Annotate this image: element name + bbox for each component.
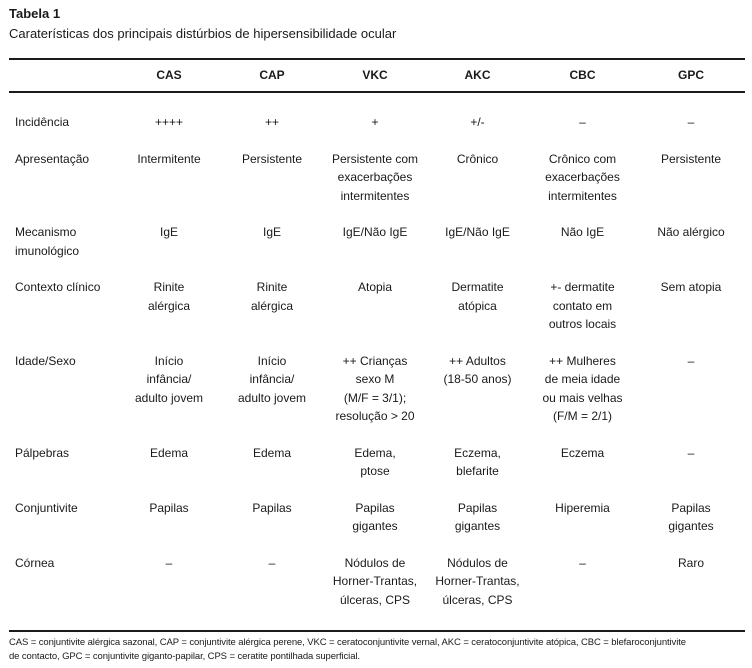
table-cell: [427, 536, 528, 616]
cell-line: Incidência: [15, 115, 70, 129]
table-cell: [427, 426, 528, 481]
cell-line: intermitentes: [340, 188, 410, 203]
col-header: GPC: [677, 67, 704, 82]
cell-line: Nódulos de: [344, 555, 406, 570]
row-header: [9, 205, 117, 260]
cell-line: exacerbações: [337, 170, 413, 184]
cell-line: Início: [257, 353, 287, 368]
cell-line: de meia idade: [544, 372, 621, 386]
header-empty: [9, 59, 117, 91]
cell-line: IgE/Não IgE: [445, 225, 510, 239]
cell-line: –: [165, 555, 173, 570]
table-cell: [221, 426, 323, 481]
table-cell: [117, 205, 221, 260]
footnote-line: de contacto, GPC = conjuntivite giganto-papilar, CPS = ceratite pontilhada superficial.: [9, 651, 360, 662]
col-header: AKC: [464, 67, 491, 82]
cell-line: IgE: [262, 225, 281, 239]
table-cell: [427, 132, 528, 206]
row-header: [9, 132, 117, 206]
cell-line: Crônico com: [548, 151, 617, 166]
cell-line: –: [579, 555, 586, 570]
cell-line: IgE/Não IgE: [342, 225, 408, 239]
row-header: [9, 426, 117, 481]
table-cell: [221, 260, 323, 334]
cell-line: +/-: [470, 115, 485, 129]
footnote-line: CAS = conjuntivite alérgica sazonal, CAP = conjuntivite alérgica perene, VKC = ceratoconjuntivite vernal, AKC = ceratoconjuntivite atópica, CBC = blefaroconjuntivite: [9, 637, 686, 648]
table-footnote: [9, 636, 749, 664]
cell-line: resolução > 20: [335, 409, 415, 423]
table-cell: [117, 91, 221, 132]
cell-line: –: [687, 115, 695, 129]
cell-line: Persistente com: [331, 151, 419, 166]
cell-line: ++ Crianças: [342, 353, 408, 368]
table-cell: [323, 91, 427, 132]
cell-line: intermitentes: [548, 188, 617, 203]
table-cell: [323, 205, 427, 260]
cell-line: Crônico: [456, 151, 499, 166]
table-cell: [637, 426, 745, 481]
cell-line: Edema: [252, 445, 292, 460]
cell-line: Horner-Trantas,: [435, 574, 520, 588]
col-header: CAP: [259, 67, 285, 82]
table-cell: [323, 132, 427, 206]
table-row: [9, 334, 745, 426]
cell-line: Conjuntivite: [15, 500, 78, 515]
cell-line: +- dermatite: [550, 280, 615, 294]
cell-line: Dermatite: [451, 280, 504, 294]
table-cell: [117, 334, 221, 426]
cell-line: sexo M: [355, 372, 395, 386]
hypersensitivity-table: [9, 59, 745, 616]
cell-line: –: [687, 445, 695, 460]
cell-line: Início: [154, 353, 184, 368]
cell-line: outros locais: [548, 317, 617, 331]
cell-line: Persistente: [660, 151, 722, 166]
cell-line: (18-50 anos): [443, 372, 512, 386]
cell-line: alérgica: [147, 298, 191, 313]
table-row: [9, 132, 745, 206]
cell-line: gigantes: [668, 519, 714, 533]
cell-line: Pálpebras: [15, 445, 70, 460]
cell-line: Edema,: [354, 445, 396, 460]
table-cell: [221, 481, 323, 536]
header-row: [9, 59, 745, 91]
row-header: [9, 536, 117, 616]
cell-line: imunológico: [15, 243, 80, 258]
cell-line: Idade/Sexo: [15, 353, 76, 368]
cell-line: Rinite: [153, 280, 185, 294]
table-cell: [637, 205, 745, 260]
table-row: [9, 481, 745, 536]
cell-line: Persistente: [241, 151, 303, 166]
cell-line: Intermitente: [137, 151, 201, 166]
row-header: [9, 260, 117, 334]
cell-line: IgE: [159, 225, 178, 239]
table-cell: [323, 426, 427, 481]
table-cell: [427, 481, 528, 536]
table-cell: [117, 536, 221, 616]
table-row: [9, 260, 745, 334]
cell-line: contato em: [552, 298, 613, 313]
table-row: [9, 536, 745, 616]
table-cell: [637, 260, 745, 334]
table-cell: [528, 536, 637, 616]
cell-line: Sem atopia: [660, 280, 722, 294]
table-cell: [117, 132, 221, 206]
cell-line: ++ Adultos: [449, 353, 506, 368]
row-header: [9, 91, 117, 132]
cell-line: gigantes: [454, 519, 501, 533]
table-cell: [528, 91, 637, 132]
table-cell: [427, 334, 528, 426]
cell-line: Papilas: [252, 500, 292, 515]
cell-line: +: [371, 115, 379, 129]
table-cell: [637, 132, 745, 206]
cell-line: Eczema,: [454, 445, 501, 460]
table-cell: [528, 260, 637, 334]
table-cell: [221, 536, 323, 616]
table-cell: [323, 334, 427, 426]
cell-line: alérgica: [250, 298, 294, 313]
cell-line: Rinite: [256, 280, 288, 294]
table-cell: [117, 481, 221, 536]
cell-line: ou mais velhas: [542, 390, 623, 405]
table-cell: [221, 334, 323, 426]
col-header: VKC: [362, 67, 388, 82]
table-subtitle: Caraterísticas dos principais distúrbios de hipersensibilidade ocular: [9, 26, 397, 41]
cell-line: Nódulos de: [447, 555, 508, 570]
cell-line: blefarite: [456, 464, 499, 478]
table-cell: [221, 91, 323, 132]
cell-line: gigantes: [352, 519, 398, 533]
table-cell: [323, 536, 427, 616]
cell-line: Papilas: [671, 500, 711, 515]
cell-line: úlceras, CPS: [339, 592, 411, 607]
cell-line: –: [268, 555, 276, 570]
table-row: [9, 426, 745, 481]
table-cell: [528, 481, 637, 536]
cell-line: Córnea: [15, 555, 55, 570]
table-cell: [427, 91, 528, 132]
cell-line: Raro: [677, 555, 704, 570]
cell-line: Hiperemia: [555, 500, 610, 515]
table-title: Tabela 1: [9, 6, 61, 21]
table-cell: [528, 426, 637, 481]
table-cell: [427, 260, 528, 334]
table-cell: [637, 91, 745, 132]
table-row: [9, 205, 745, 260]
row-header: [9, 481, 117, 536]
cell-line: adulto jovem: [237, 390, 307, 405]
cell-line: infância/: [146, 372, 192, 386]
table-cell: [221, 132, 323, 206]
table-cell: [528, 132, 637, 206]
cell-line: (F/M = 2/1): [552, 409, 612, 423]
cell-line: Edema: [149, 445, 189, 460]
table-cell: [528, 205, 637, 260]
cell-line: atópica: [458, 298, 497, 313]
table-cell: [528, 334, 637, 426]
cell-line: Contexto clínico: [15, 280, 101, 294]
cell-line: ptose: [360, 464, 390, 478]
cell-line: (M/F = 3/1);: [343, 390, 407, 405]
table-cell: [117, 260, 221, 334]
table-cell: [323, 481, 427, 536]
cell-line: Papilas: [149, 500, 189, 515]
cell-line: Não IgE: [560, 225, 605, 239]
cell-line: exacerbações: [545, 170, 620, 184]
cell-line: Não alérgico: [657, 225, 725, 239]
cell-line: infância/: [249, 372, 295, 386]
cell-line: Papilas: [355, 500, 395, 515]
col-header: CAS: [156, 67, 182, 82]
table-cell: [323, 260, 427, 334]
cell-line: –: [687, 353, 695, 368]
cell-line: Eczema: [560, 445, 605, 460]
table-cell: [117, 426, 221, 481]
table-cell: [637, 334, 745, 426]
bottom-rule: [9, 630, 745, 632]
cell-line: ++ Mulheres: [549, 353, 616, 368]
cell-line: Papilas: [457, 500, 498, 515]
table-cell: [637, 481, 745, 536]
cell-line: Apresentação: [15, 151, 90, 166]
cell-line: Mecanismo: [15, 225, 77, 239]
cell-line: Horner-Trantas,: [332, 574, 418, 588]
cell-line: úlceras, CPS: [442, 592, 513, 607]
row-header: [9, 334, 117, 426]
table-cell: [427, 205, 528, 260]
cell-line: adulto jovem: [134, 390, 204, 405]
cell-line: –: [579, 115, 586, 129]
cell-line: ++: [264, 115, 279, 129]
table-cell: [221, 205, 323, 260]
table-cell: [637, 536, 745, 616]
col-header: CBC: [569, 67, 596, 82]
table-row: [9, 91, 745, 132]
cell-line: ++++: [154, 115, 184, 129]
cell-line: Atopia: [357, 280, 393, 294]
